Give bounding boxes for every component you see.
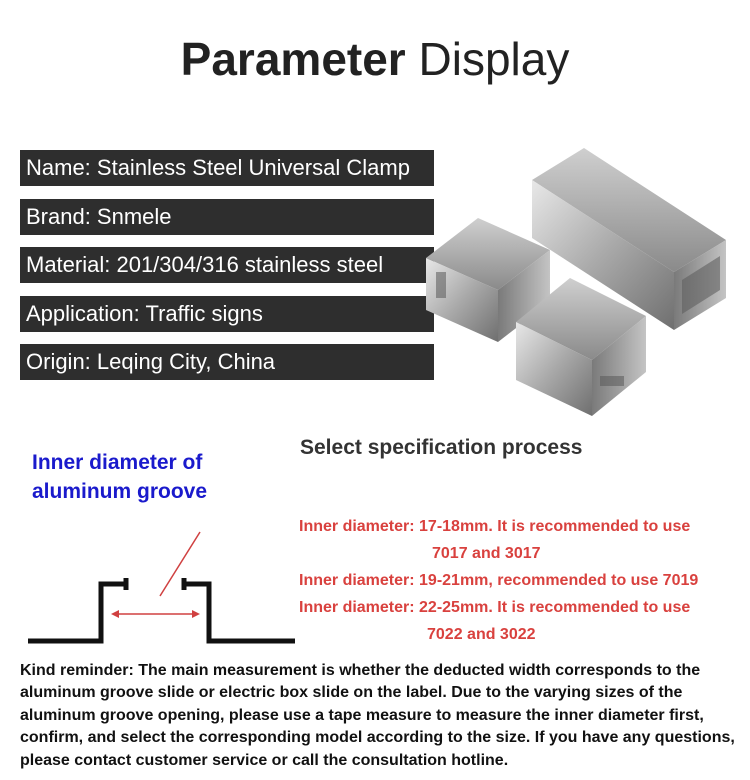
spec-item-3-line2: 7022 and 3022 [427,626,536,643]
arrowhead-right [192,610,200,618]
spec-item-2-line1: Inner diameter: 19-21mm, recommended to use 7019 [299,572,699,589]
kind-reminder: Kind reminder: The main measurement is whether the deducted width corresponds to the aluminum groove slide or electric box slide on the label. Due to the varying sizes of the aluminum groove opening, please use a tape measure to measure the inner diameter first, confirm, and select the corresponding model according to the size. If you have any questions, please contact customer service or call the consultation hotline. [20,662,735,769]
groove-lip [126,578,184,590]
param-name: Name: Stainless Steel Universal Clamp [20,150,434,186]
groove-label [32,448,207,506]
page-title [0,32,750,86]
param-brand: Brand: Snmele [20,199,434,235]
spec-item-3-line1: Inner diameter: 22-25mm. It is recommended to use [299,599,691,616]
spec-title: Select specification process [300,436,583,459]
param-material: Material: 201/304/316 stainless steel [20,247,434,283]
groove-label-line1: Inner diameter of [32,451,203,474]
arrowhead-left [111,610,119,618]
spec-item-1-line1: Inner diameter: 17-18mm. It is recommended to use [299,518,691,535]
groove-diagram [20,520,310,660]
param-application: Application: Traffic signs [20,296,434,332]
product-photo [420,140,750,430]
param-origin: Origin: Leqing City, China [20,344,434,380]
spec-item-1-line2: 7017 and 3017 [432,545,541,562]
groove-label-line2: aluminum groove [32,480,208,503]
title-rest: Display [418,33,570,85]
title-bold: Parameter [180,33,406,85]
